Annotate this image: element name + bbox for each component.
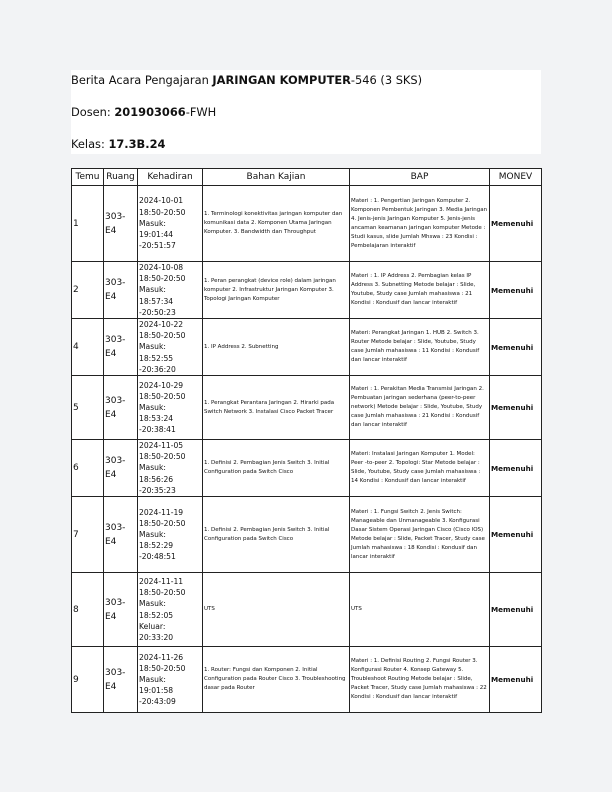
bap-cell: Materi: Perangkat Jaringan 1. HUB 2. Switch 3. Router Metode belajar : Slide, Youtube, Study case Jumlah mahasiswa : 11 Kondisi : Kondusif dan lancar interaktif <box>350 319 490 376</box>
attendance-table <box>71 168 542 713</box>
monev-cell: Memenuhi <box>490 262 542 319</box>
bap-cell: Materi : 1. Fungsi Switch 2. Jenis Switch: Manageable dan Unmanageable 3. Konfigurasi Dasar Sistem Operasi Jaringan Cisco (Cisco IOS) Metode belajar : Slide, Packet Tracer, Study case Jumlah mahasiswa : 18 Kondisi : Kondusif dan lancar interaktif <box>350 497 490 573</box>
kehadiran-cell: 2024-11-11 18:50-20:50 Masuk: 18:52:05 Keluar: 20:33:20 <box>138 573 203 647</box>
bap-cell: Materi : 1. IP Address 2. Pembagian kelas IP Address 3. Subnetting Metode belajar : Slide, Youtube, Study case Jumlah mahasiswa : 21 Kondisi : Kondusif dan lancar interaktif <box>350 262 490 319</box>
column-header-bap: BAP <box>350 169 490 186</box>
bahan-kajian-cell: 1. Router: Fungsi dan Komponen 2. Initial Configuration pada Router Cisco 3. Troubleshooting dasar pada Router <box>203 647 350 713</box>
ruang-cell: 303-E4 <box>104 647 138 713</box>
bahan-kajian-cell: 1. Peran perangkat (device role) dalam jaringan komputer 2. Infrastruktur Jaringan Komputer 3. Topologi Jaringan Komputer <box>203 262 350 319</box>
column-header-ruang: Ruang <box>104 169 138 186</box>
kehadiran-cell: 2024-11-19 18:50-20:50 Masuk: 18:52:29 -20:48:51 <box>138 497 203 573</box>
ruang-cell: 303-E4 <box>104 186 138 262</box>
kehadiran-cell: 2024-10-29 18:50-20:50 Masuk: 18:53:24 -20:38:41 <box>138 376 203 440</box>
temu-cell: 9 <box>72 647 104 713</box>
table-row <box>72 186 542 262</box>
lecturer-label: Dosen: <box>71 105 115 119</box>
kehadiran-cell: 2024-11-05 18:50-20:50 Masuk: 18:56:26 -20:35:23 <box>138 440 203 497</box>
table-row <box>72 573 542 647</box>
course-prefix: Berita Acara Pengajaran <box>71 73 213 87</box>
kehadiran-cell: 2024-11-26 18:50-20:50 Masuk: 19:01:58 -20:43:09 <box>138 647 203 713</box>
class-line <box>71 139 165 150</box>
bap-cell: Materi : 1. Pengertian Jaringan Komputer 2. Komponen Pembentuk Jaringan 3. Media Jaringan 4. Jenis-jenis Jaringan Komputer 5. Jenis-jenis ancaman keamanan jaringan komputer Metode : Studi kasus, slide Jumlah Mhswa : 23 Kondisi : Pembelajaran interaktif <box>350 186 490 262</box>
bap-cell: Materi: Instalasi Jaringan Komputer 1. Model: Peer -to-peer 2. Topologi: Star Metode belajar : Slide, Youtube, Study case Jumlah mahasiswa : 14 Kondisi : Kondusif dan lancar interaktif <box>350 440 490 497</box>
column-header-temu: Temu <box>72 169 104 186</box>
temu-cell: 8 <box>72 573 104 647</box>
bahan-kajian-cell: 1. Definisi 2. Pembagian Jenis Switch 3. Initial Configuration pada Switch Cisco <box>203 497 350 573</box>
course-name: JARINGAN KOMPUTER <box>212 73 351 87</box>
bap-cell: Materi : 1. Definisi Routing 2. Fungsi Router 3. Konfigurasi Router 4. Konsep Gateway 5. Troubleshoot Routing Metode belajar : Slide, Packet Tracer, Study case Jumlah mahasiswa : 22 Kondisi : Kondusif dan lancar interaktif <box>350 647 490 713</box>
lecturer-line <box>71 107 216 118</box>
temu-cell: 6 <box>72 440 104 497</box>
bap-cell: Materi : 1. Perakitan Media Transmisi Jaringan 2. Pembuatan jaringan sederhana (peer-to-peer network) Metode belajar : Slide, Youtube, Study case Jumlah mahasiswa : 21 Kondisi : Kondusif dan lancar interaktif <box>350 376 490 440</box>
temu-cell: 2 <box>72 262 104 319</box>
bahan-kajian-cell: 1. Definisi 2. Pembagian Jenis Switch 3. Initial Configuration pada Switch Cisco <box>203 440 350 497</box>
temu-cell: 7 <box>72 497 104 573</box>
table-row <box>72 262 542 319</box>
ruang-cell: 303-E4 <box>104 262 138 319</box>
kehadiran-cell: 2024-10-08 18:50-20:50 Masuk: 18:57:34 -20:50:23 <box>138 262 203 319</box>
course-suffix: -546 (3 SKS) <box>350 73 423 87</box>
monev-cell: Memenuhi <box>490 497 542 573</box>
table-row <box>72 319 542 376</box>
monev-cell: Memenuhi <box>490 186 542 262</box>
class-label: Kelas: <box>71 137 109 151</box>
table-row <box>72 647 542 713</box>
class-name: 17.3B.24 <box>108 137 166 151</box>
monev-cell: Memenuhi <box>490 440 542 497</box>
monev-cell: Memenuhi <box>490 376 542 440</box>
ruang-cell: 303-E4 <box>104 573 138 647</box>
temu-cell: 5 <box>72 376 104 440</box>
column-header-kehadiran: Kehadiran <box>138 169 203 186</box>
table-row <box>72 376 542 440</box>
monev-cell: Memenuhi <box>490 647 542 713</box>
kehadiran-cell: 2024-10-01 18:50-20:50 Masuk: 19:01:44 -20:51:57 <box>138 186 203 262</box>
ruang-cell: 303-E4 <box>104 376 138 440</box>
table-header-row <box>72 169 542 186</box>
ruang-cell: 303-E4 <box>104 440 138 497</box>
lecturer-id: 201903066 <box>114 105 186 119</box>
lecturer-suffix: -FWH <box>185 105 217 119</box>
column-header-monev: MONEV <box>490 169 542 186</box>
bahan-kajian-cell: 1. IP Address 2. Subnetting <box>203 319 350 376</box>
monev-cell: Memenuhi <box>490 319 542 376</box>
document-header <box>71 70 541 154</box>
column-header-bahan-kajian: Bahan Kajian <box>203 169 350 186</box>
temu-cell: 4 <box>72 319 104 376</box>
bahan-kajian-cell: 1. Perangkat Perantara Jaringan 2. Hirarki pada Switch Network 3. Instalasi Cisco Packet Tracer <box>203 376 350 440</box>
table-row <box>72 497 542 573</box>
kehadiran-cell: 2024-10-22 18:50-20:50 Masuk: 18:52:55 -20:36:20 <box>138 319 203 376</box>
bahan-kajian-cell: 1. Terminologi konektivitas jaringan komputer dan komunikasi data 2. Komponen Utama Jaringan Komputer. 3. Bandwidth dan Throughput <box>203 186 350 262</box>
temu-cell: 1 <box>72 186 104 262</box>
bahan-kajian-cell: UTS <box>203 573 350 647</box>
ruang-cell: 303-E4 <box>104 497 138 573</box>
ruang-cell: 303-E4 <box>104 319 138 376</box>
bap-cell: UTS <box>350 573 490 647</box>
monev-cell: Memenuhi <box>490 573 542 647</box>
table-row <box>72 440 542 497</box>
course-line <box>71 75 422 86</box>
